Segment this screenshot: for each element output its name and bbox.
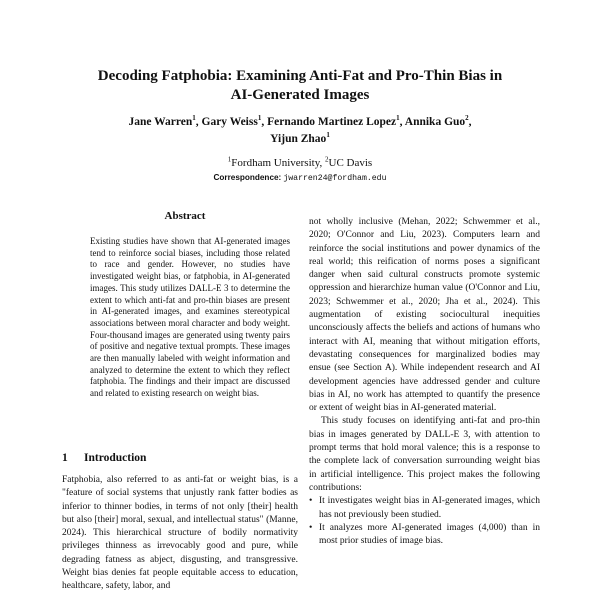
title-line: AI-Generated Images [230,87,370,103]
intro-right-paragraph: This study focuses on identifying anti-fat and pro-thin bias in images generated by DALL-E 3, with attention to prompt terms that hold moral valence; this is a response to the complete lack of conversation surrounding weight bias in artificial intelligence. This project makes the following contributions: [309,416,540,493]
bullet-icon: • [309,522,313,533]
title-line: Decoding Fatphobia: Examining Anti-Fat and Pro-Thin Bias in [97,68,503,84]
affiliation-number: 1 [227,155,232,164]
author-affiliation-mark: 1 [257,114,262,123]
contribution-text: It investigates weight bias in AI-generated images, which has not previously been studied. [319,496,540,520]
abstract-heading: Abstract [164,210,206,222]
paper-title [40,67,560,105]
correspondence-line [40,172,560,185]
affiliation-name: Fordham University [231,157,320,169]
author-affiliation-mark: 1 [396,114,400,123]
author-affiliation-mark: 1 [326,131,330,140]
affiliation-number: 2 [325,155,329,164]
right-column [309,216,540,548]
author-name: Jane Warren [128,116,193,128]
affiliations: $^1$Fordham University, $^2$UC Davis [227,155,373,169]
correspondence-label: Correspondence: [213,173,282,182]
author-name: Yijun Zhao [270,133,327,145]
intro-left-paragraph: Fatphobia, also referred to as anti-fat or weight bias, is a "feature of social systems that unjustly rank fatter bodies as inferior to thinner bodies, in terms of not only [their] health but also [their] moral, sexual, and intellectual status" (Manne, 2024). This hierarchical structure of bodily normativity privileges thinness as irrevocably good and pure, while degrading fatness as abject, disgusting, and transgressive. Weight bias denies fat people equitable access to education, healthcare, safety, labor, and [62,475,298,592]
abstract-text: Existing studies have shown that AI-generated images tend to reinforce social biases, including those related to race and gender. However, no studies have investigated weight bias, or fatphobia, in AI-generated images. This study utilizes DALL-E 3 to determine the extent to which anti-fat and pro-thin biases are present in AI-generated images, and examines stereotypical associations between moral character and body weight. Four-thousand images are generated using twenty pairs of positive and negative textual prompts. These images are then manually labeled with weight information and analyzed to determine the extent to which they reflect fatphobia. The findings and their impact are discussed and related to existing research on weight bias. [90,236,290,399]
contribution-text: It analyzes more AI-generated images (4,000) than in most prior studies of image bias. [319,522,540,547]
contributions-list [309,495,540,548]
author-name: Annika Guo [404,116,466,128]
author-affiliation-mark: 1 [192,114,196,123]
section-heading [62,452,146,464]
author-affiliation-mark: 2 [465,114,469,123]
author-name: Gary Weiss [201,116,258,128]
bullet-icon: • [309,496,313,507]
list-item [309,495,540,522]
section-number: 1 [62,452,68,464]
intro-right-paragraph: not wholly inclusive (Mehan, 2022; Schwemmer et al., 2020; O'Connor and Liu, 2023). Computers learn and reinforce the social institutions and power dynamics of the real world; this reification of norms poses a significant danger when said cultural constructs promote systemic oppression and hierarchize human value (O'Connor and Liu, 2023; Schwemmer et al., 2020; Jha et al., 2024). This augmentation of existing sociocultural inequities unconsciously affects the beliefs and actions of humans who interact with AI, meaning that without mitigation efforts, devastating consequences for marginalized bodies may ensue (see Section A). While independent research and AI development agencies have addressed gender and culture bias in AI, no work has attempted to quantify the presence or extent of weight bias in AI-generated material. [309,217,540,414]
affiliation-name: UC Davis [328,157,373,169]
list-item [309,522,540,549]
author-list: Jane Warren$^1$, Gary Weiss$^1$, Fernando Martinez Lopez$^1$, Annika Guo$^2$, Yijun Zhao$^1$ [128,114,472,145]
correspondence-email: jwarren24@fordham.edu [283,174,387,183]
author-name: Fernando Martinez Lopez [267,116,397,128]
section-title: Introduction [84,452,147,464]
